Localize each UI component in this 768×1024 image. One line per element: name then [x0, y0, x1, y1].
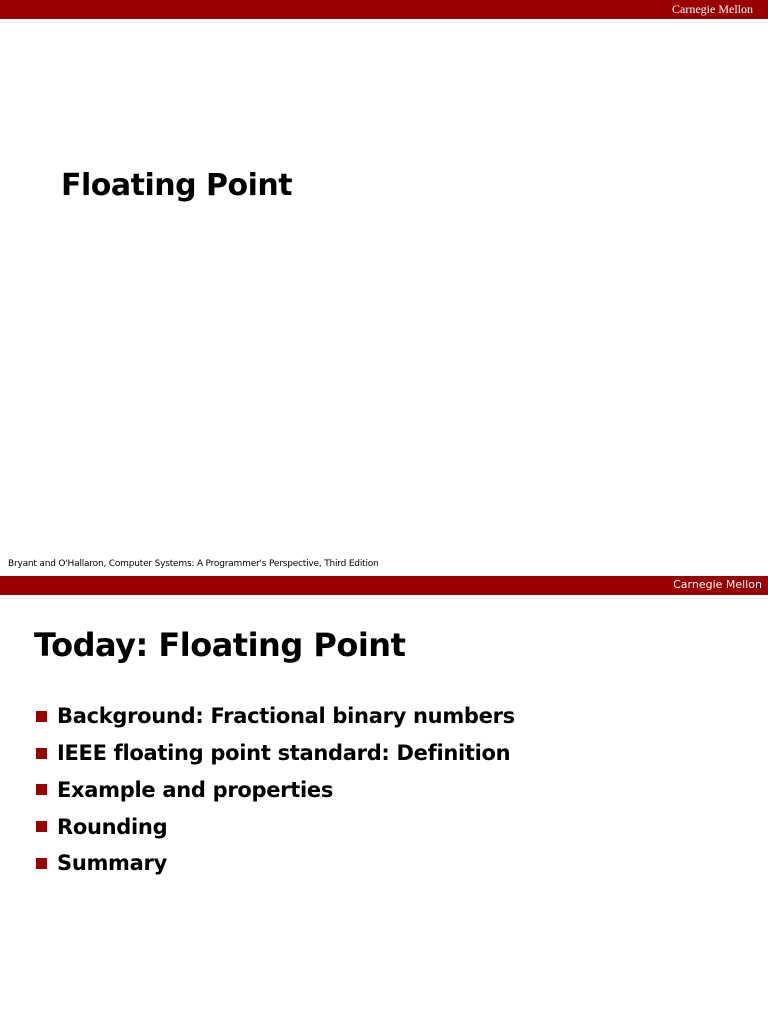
list-item-text: Rounding	[57, 814, 168, 839]
list-item-text: Background: Fractional binary numbers	[57, 704, 515, 729]
list-item	[36, 845, 515, 882]
list-item-text: Example and properties	[57, 777, 334, 802]
header-bar	[0, 576, 768, 595]
list-item	[36, 772, 515, 809]
slide-footer: Bryant and O'Hallaron, Computer Systems: A Programmer's Perspective, Third Edition	[8, 559, 379, 569]
list-item-text: Summary	[57, 851, 167, 876]
slide-title: Floating Point	[61, 168, 293, 203]
square-bullet-icon	[36, 748, 47, 759]
header-bar	[0, 0, 768, 19]
agenda-slide	[0, 576, 768, 1024]
list-item	[36, 735, 515, 772]
list-item	[36, 698, 515, 735]
slide-title: Today: Floating Point	[34, 626, 406, 664]
list-item-text: IEEE floating point standard: Definition	[57, 741, 511, 766]
brand-label: Carnegie Mellon	[672, 2, 753, 16]
square-bullet-icon	[36, 784, 47, 795]
square-bullet-icon	[36, 858, 47, 869]
list-item	[36, 808, 515, 845]
square-bullet-icon	[36, 711, 47, 722]
square-bullet-icon	[36, 821, 47, 832]
agenda-list	[36, 698, 515, 882]
brand-label: Carnegie Mellon	[673, 578, 762, 591]
